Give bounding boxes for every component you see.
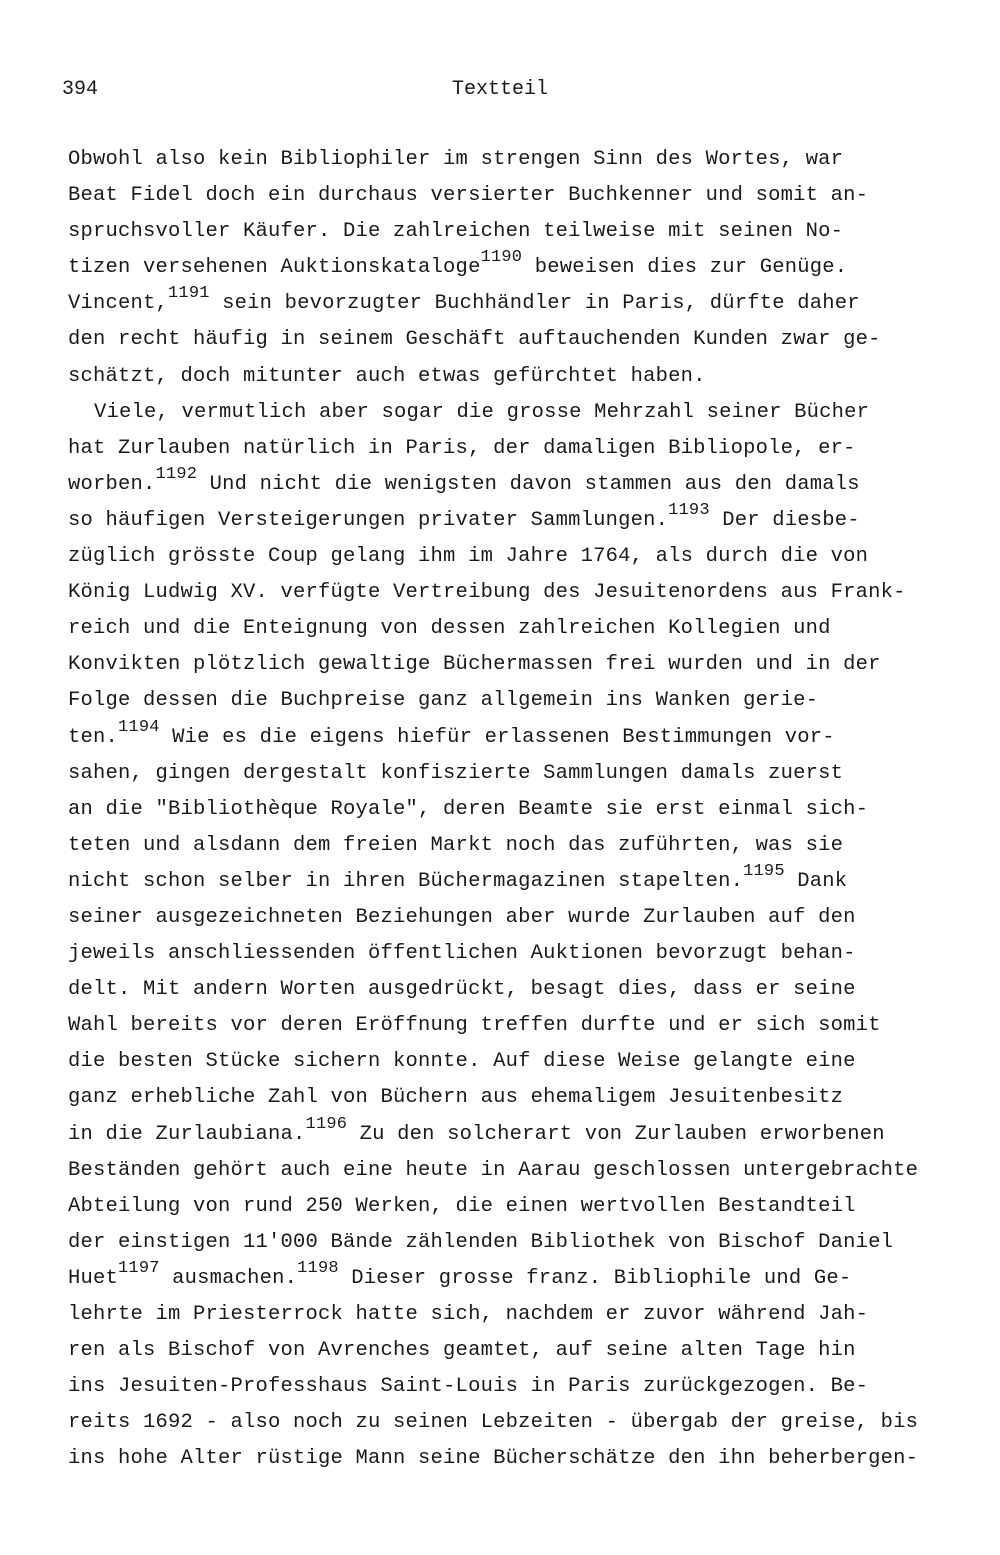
- line-text: Vincent,: [68, 292, 169, 316]
- text-line: [68, 900, 968, 936]
- text-line: [68, 1405, 968, 1441]
- text-line: [68, 322, 968, 358]
- text-line: [68, 575, 968, 611]
- line-text: beweisen dies zur Genüge.: [522, 256, 848, 280]
- line-text: Viele, vermutlich aber sogar die grosse Mehrzahl seiner Bücher: [94, 400, 870, 424]
- text-line: [68, 359, 968, 395]
- line-text: hat Zurlauben natürlich in Paris, der damaligen Bibliopole, er-: [68, 436, 856, 460]
- line-text: spruchsvoller Käufer. Die zahlreichen teilweise mit seinen No-: [68, 220, 844, 244]
- text-line: [68, 214, 968, 250]
- text-line: [68, 1189, 968, 1225]
- line-text: reits 1692 - also noch zu seinen Lebzeiten - übergab der greise, bis: [68, 1411, 919, 1435]
- line-text: ins Jesuiten-Professhaus Saint-Louis in Paris zurückgezogen. Be-: [68, 1375, 869, 1399]
- footnote-marker: 1192: [155, 464, 198, 484]
- line-text: worben.: [68, 472, 156, 496]
- line-text: so häufigen Versteigerungen privater Sammlungen.: [68, 508, 669, 532]
- footnote-marker: 1197: [118, 1258, 160, 1278]
- line-text: nicht schon selber in ihren Büchermagazinen stapelten.: [68, 869, 744, 893]
- line-text: Und nicht die wenigsten davon stammen aus den damals: [197, 472, 860, 496]
- text-line: [68, 1225, 968, 1261]
- text-line: [68, 1008, 968, 1044]
- text-line: [68, 756, 968, 792]
- line-text: Obwohl also kein Bibliophiler im strengen Sinn des Wortes, war: [68, 148, 844, 171]
- footnote-marker: 1194: [118, 717, 160, 737]
- line-text: Wie es die eigens hiefür erlassenen Bestimmungen vor-: [159, 725, 835, 749]
- text-line: [68, 717, 968, 756]
- line-text: Dank: [784, 869, 848, 893]
- line-text: schätzt, doch mitunter auch etwas gefürchtet haben.: [68, 364, 706, 388]
- text-line: [68, 936, 968, 972]
- line-text: die besten Stücke sichern konnte. Auf diese Weise gelangte eine: [68, 1050, 856, 1074]
- footnote-marker: 1195: [743, 861, 785, 881]
- body-text: [68, 142, 968, 1477]
- text-line: [68, 647, 968, 683]
- text-line: [68, 1297, 968, 1333]
- text-line: [68, 861, 968, 900]
- line-text: ins hohe Alter rüstige Mann seine Bücherschätze den ihn beherbergen-: [68, 1447, 919, 1471]
- text-line: [68, 395, 968, 431]
- footnote-marker: 1191: [168, 284, 210, 304]
- line-text: seiner ausgezeichneten Beziehungen aber wurde Zurlauben auf den: [68, 905, 856, 929]
- text-line: [68, 683, 968, 719]
- line-text: reich und die Enteignung von dessen zahlreichen Kollegien und: [68, 617, 831, 641]
- text-line: [68, 500, 968, 539]
- text-line: [68, 1258, 968, 1297]
- text-line: [68, 1153, 968, 1189]
- line-text: Abteilung von rund 250 Werken, die einen wertvollen Bestandteil: [68, 1194, 856, 1218]
- line-text: teten und alsdann dem freien Markt noch das zuführten, was sie: [68, 833, 844, 857]
- text-line: [68, 1369, 968, 1405]
- running-title: Textteil: [451, 78, 548, 101]
- text-line: [68, 464, 968, 503]
- line-text: König Ludwig XV. verfügte Vertreibung des Jesuitenordens aus Frank-: [68, 581, 906, 605]
- text-line: [68, 1333, 968, 1369]
- line-text: Konvikten plötzlich gewaltige Büchermassen frei wurden und in der: [68, 653, 881, 677]
- line-text: jeweils anschliessenden öffentlichen Auktionen bevorzugt behan-: [68, 942, 856, 966]
- footnote-marker: 1196: [305, 1114, 348, 1134]
- footnote-marker: 1193: [668, 500, 710, 520]
- page-number: 394: [62, 78, 99, 101]
- line-text: Beat Fidel doch ein durchaus versierter Buchkenner und somit an-: [68, 184, 869, 208]
- line-text: sein bevorzugter Buchhändler in Paris, dürfte daher: [209, 292, 860, 316]
- text-line: [68, 828, 968, 864]
- text-line: [68, 611, 968, 647]
- line-text: tizen versehenen Auktionskataloge: [68, 256, 481, 280]
- text-line: [68, 250, 968, 286]
- line-text: Der diesbe-: [709, 508, 860, 532]
- text-line: [68, 142, 968, 178]
- text-line: [68, 972, 968, 1008]
- line-text: in die Zurlaubiana.: [68, 1122, 306, 1146]
- footnote-marker: 1190: [480, 248, 523, 268]
- line-text: der einstigen 11'000 Bände zählenden Bibliothek von Bischof Daniel: [68, 1230, 894, 1254]
- line-text: den recht häufig in seinem Geschäft auftauchenden Kunden zwar ge-: [68, 328, 881, 352]
- page-header: [62, 78, 938, 106]
- line-text: ganz erhebliche Zahl von Büchern aus ehemaligem Jesuitenbesitz: [68, 1086, 844, 1110]
- text-line: [68, 1080, 968, 1116]
- line-text: an die "Bibliothèque Royale", deren Beamte sie erst einmal sich-: [68, 797, 869, 821]
- text-line: [68, 539, 968, 575]
- line-text: delt. Mit andern Worten ausgedrückt, besagt dies, dass er seine: [68, 978, 856, 1002]
- line-text: ren als Bischof von Avrenches geamtet, auf seine alten Tage hin: [68, 1339, 856, 1363]
- line-text: Folge dessen die Buchpreise ganz allgemein ins Wanken gerie-: [68, 689, 819, 713]
- line-text: Beständen gehört auch eine heute in Aarau geschlossen untergebrachte: [68, 1158, 919, 1182]
- text-line: [68, 178, 968, 214]
- text-line: [68, 286, 968, 322]
- text-line: [68, 792, 968, 828]
- line-text: Huet: [68, 1266, 119, 1290]
- line-text: Wahl bereits vor deren Eröffnung treffen durfte und er sich somit: [68, 1014, 881, 1038]
- line-text: sahen, gingen dergestalt konfiszierte Sammlungen damals zuerst: [68, 761, 844, 785]
- line-text: ten.: [68, 725, 119, 749]
- text-line: [68, 1441, 968, 1477]
- line-text: lehrte im Priesterrock hatte sich, nachdem er zuvor während Jah-: [68, 1303, 869, 1326]
- line-text: Dieser grosse franz. Bibliophile und Ge-: [338, 1266, 852, 1290]
- line-text: züglich grösste Coup gelang ihm im Jahre 1764, als durch die von: [68, 545, 869, 569]
- line-text: Zu den solcherart von Zurlauben erworbenen: [347, 1122, 885, 1146]
- footnote-marker: 1198: [297, 1258, 339, 1278]
- text-line: [68, 1114, 968, 1153]
- line-text: ausmachen.: [159, 1266, 298, 1290]
- text-line: [68, 1044, 968, 1080]
- text-line: [68, 431, 968, 467]
